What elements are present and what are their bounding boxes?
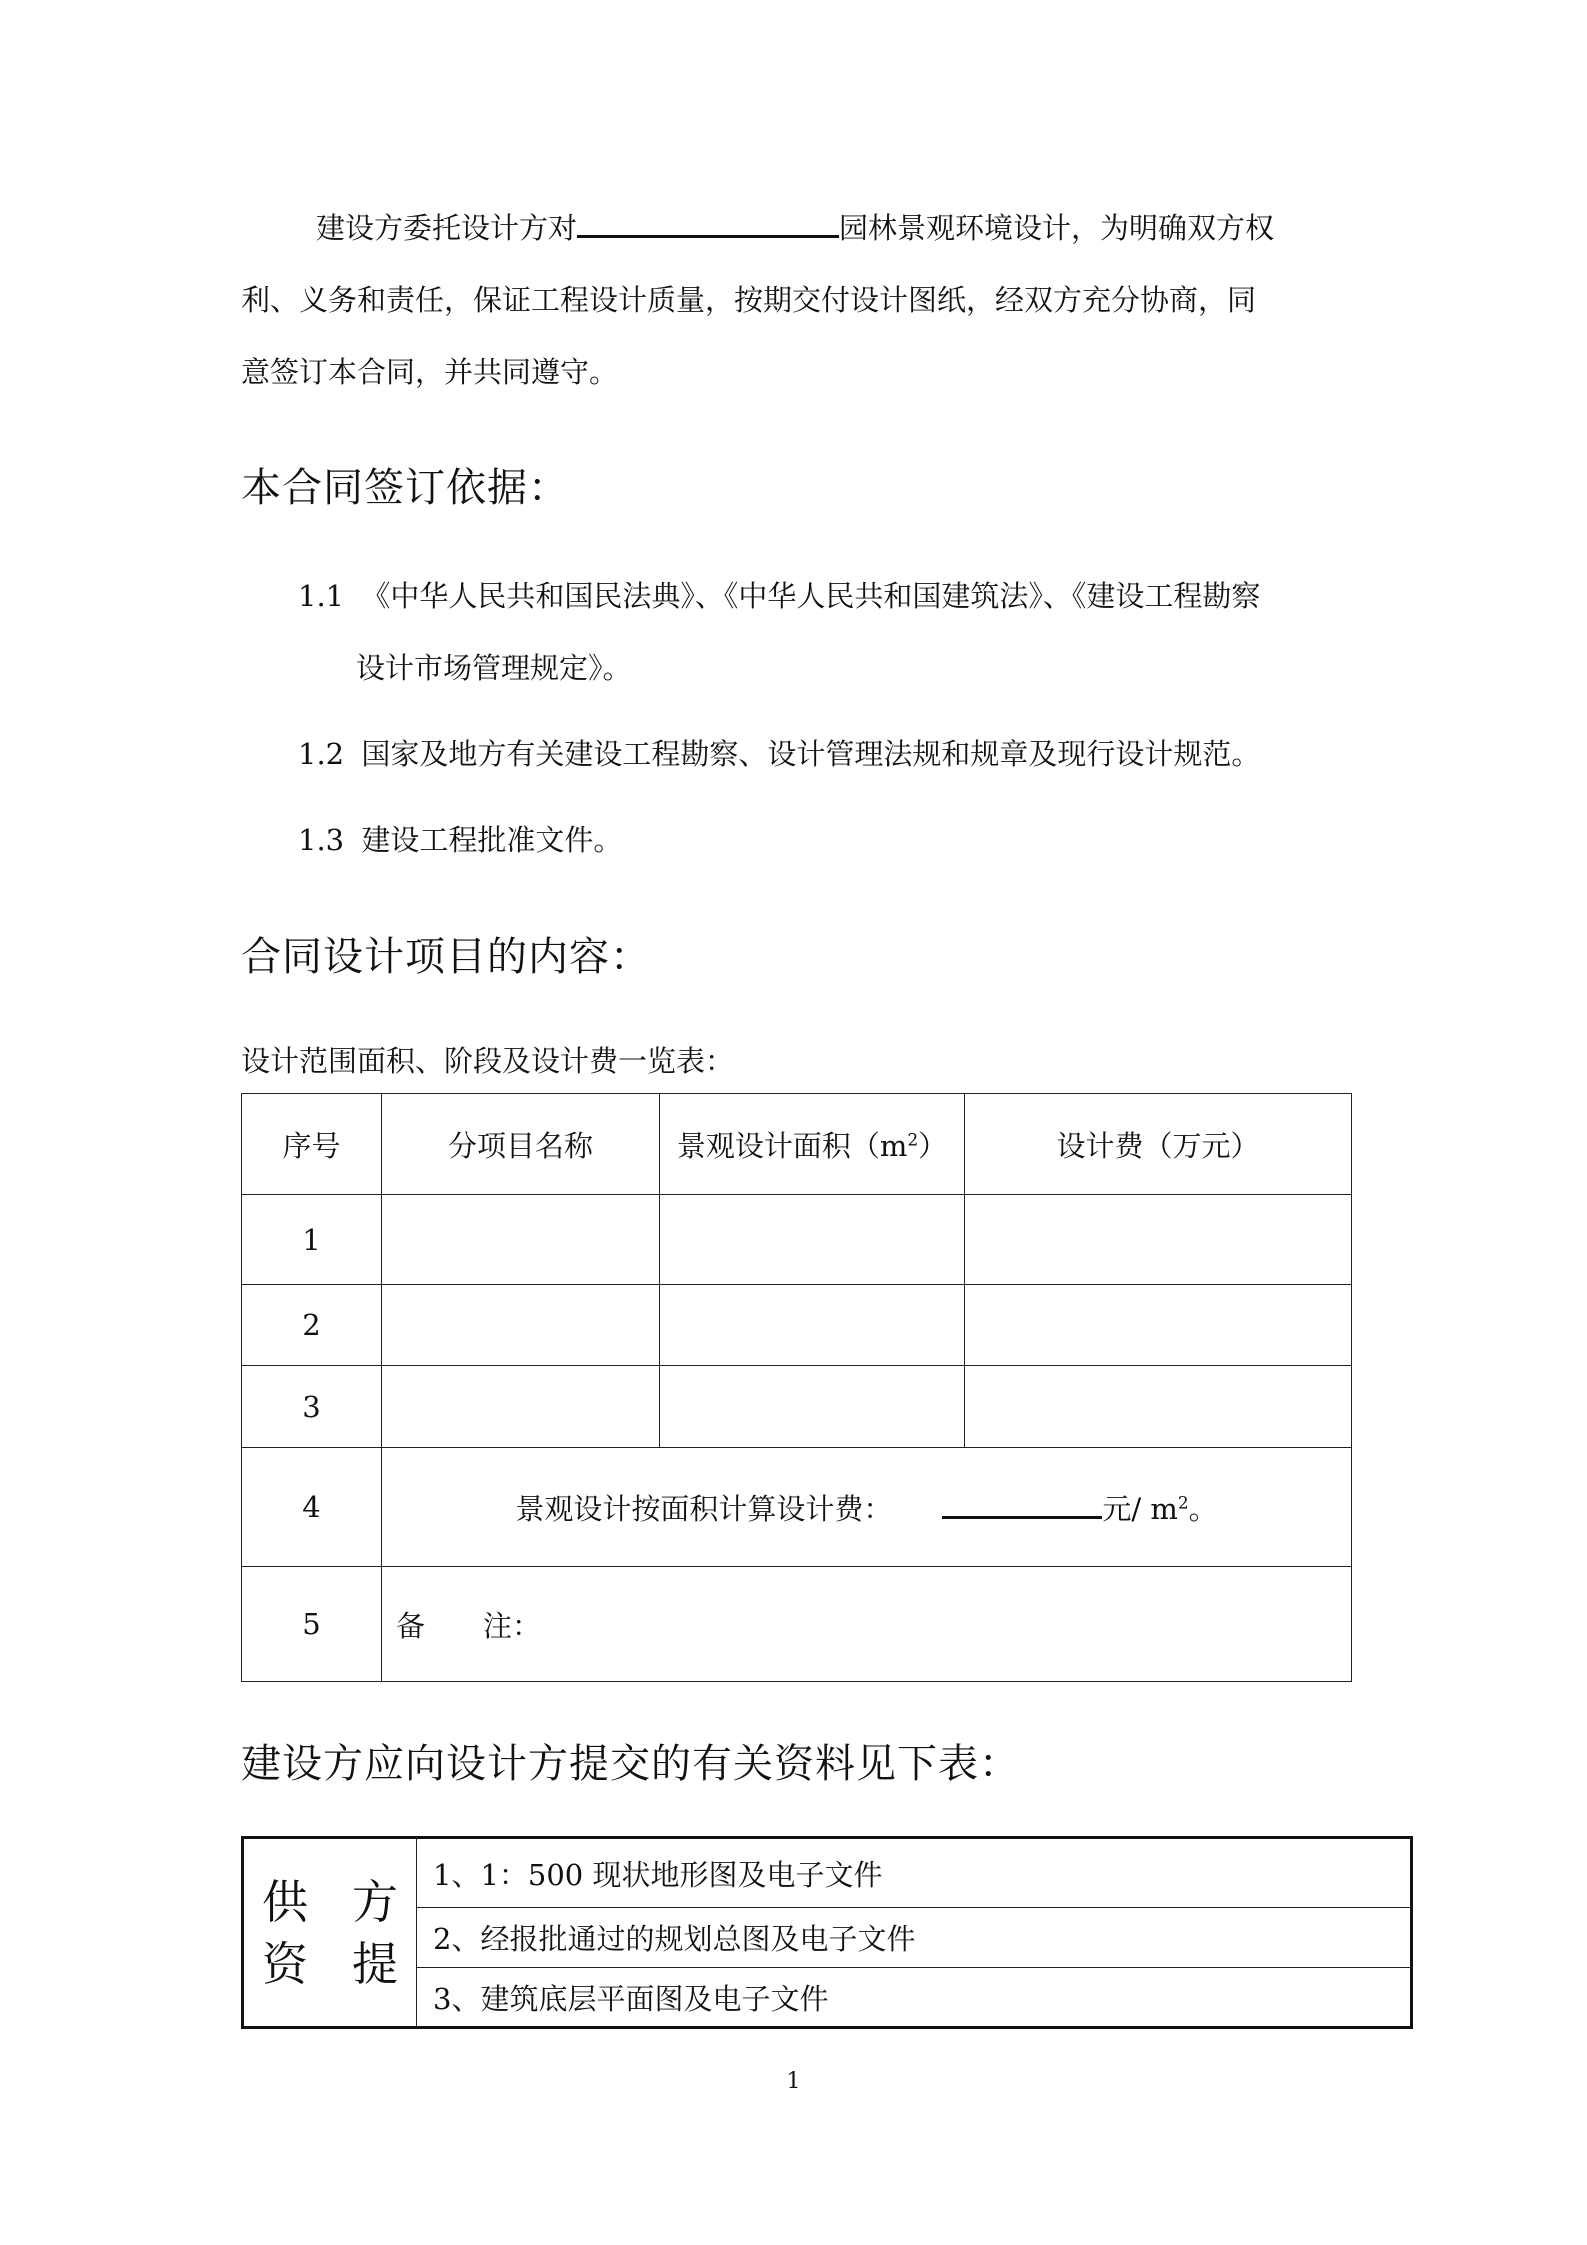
intro-line-3: 意签订本合同，并共同遵守。 xyxy=(241,355,619,389)
row-number: 4 xyxy=(242,1448,382,1567)
table-row xyxy=(242,1366,1352,1448)
design-fee-table xyxy=(241,1093,1352,1682)
provider-label-row xyxy=(244,1933,416,1995)
provider-label-cell xyxy=(243,1838,417,2028)
table-row xyxy=(243,1838,1412,1908)
section-heading-basis: 本合同签订依据： xyxy=(241,465,569,511)
header-cell: 设计费（万元） xyxy=(965,1094,1352,1195)
header-text: ） xyxy=(918,1128,948,1163)
table-header-row xyxy=(242,1094,1352,1195)
table-row xyxy=(243,1908,1412,1968)
header-cell: 序号 xyxy=(242,1094,382,1195)
table-row xyxy=(242,1285,1352,1366)
table-cell[interactable] xyxy=(965,1195,1352,1285)
table-cell[interactable] xyxy=(382,1195,660,1285)
table-cell[interactable] xyxy=(660,1285,965,1366)
table-cell[interactable] xyxy=(965,1366,1352,1448)
fee-unit-end: 。 xyxy=(1188,1492,1218,1526)
provider-char: 供 xyxy=(262,1874,308,1929)
intro-line-1 xyxy=(316,192,1274,264)
intro-line-2: 利、义务和责任，保证工程设计质量，按期交付设计图纸，经双方充分协商，同 xyxy=(241,283,1257,317)
section-heading-content: 合同设计项目的内容： xyxy=(241,934,651,980)
header-text: 景观设计面积（m xyxy=(676,1128,908,1163)
table-caption: 设计范围面积、阶段及设计费一览表： xyxy=(241,1044,735,1078)
remarks-label: 备 注： xyxy=(396,1608,542,1643)
intro-text-b: 园林景观环境设计，为明确双方权 xyxy=(839,211,1275,245)
row-number: 2 xyxy=(242,1285,382,1366)
section-heading-materials: 建设方应向设计方提交的有关资料见下表： xyxy=(241,1741,1020,1787)
fee-per-area-blank[interactable] xyxy=(942,1486,1102,1519)
table-row xyxy=(242,1567,1352,1682)
row-number: 1 xyxy=(242,1195,382,1285)
page-number: 1 xyxy=(786,2069,801,2094)
list-item xyxy=(298,804,622,876)
header-cell: 分项目名称 xyxy=(382,1094,660,1195)
table-cell[interactable] xyxy=(660,1366,965,1448)
header-cell xyxy=(660,1094,965,1195)
row-number: 3 xyxy=(242,1366,382,1448)
provider-char: 提 xyxy=(352,1936,398,1991)
intro-text-a: 建设方委托设计方对 xyxy=(316,211,578,245)
materials-table xyxy=(241,1836,1413,2029)
table-row xyxy=(243,1968,1412,2028)
provider-char: 方 xyxy=(352,1874,398,1929)
item-number: 1.3 xyxy=(298,823,345,857)
superscript: 2 xyxy=(1177,1493,1189,1514)
project-name-blank[interactable] xyxy=(577,205,839,238)
remarks-cell[interactable] xyxy=(382,1567,1352,1682)
table-cell[interactable] xyxy=(382,1366,660,1448)
provider-label-row xyxy=(244,1871,416,1933)
provider-char: 资 xyxy=(262,1936,308,1991)
list-item xyxy=(298,718,1260,790)
list-item-continuation: 设计市场管理规定》。 xyxy=(356,651,632,685)
item-text: 国家及地方有关建设工程勘察、设计管理法规和规章及现行设计规范。 xyxy=(361,737,1261,771)
item-number: 1.2 xyxy=(298,737,345,771)
item-text: 《中华人民共和国民法典》、《中华人民共和国建筑法》、《建设工程勘察 xyxy=(361,579,1261,613)
material-item: 2、经报批通过的规划总图及电子文件 xyxy=(417,1908,1412,1968)
fee-per-area-label: 景观设计按面积计算设计费： xyxy=(515,1492,893,1526)
table-cell[interactable] xyxy=(965,1285,1352,1366)
table-row xyxy=(242,1195,1352,1285)
table-cell[interactable] xyxy=(660,1195,965,1285)
fee-unit: 元/ m xyxy=(1102,1492,1178,1526)
table-row xyxy=(242,1448,1352,1567)
table-cell[interactable] xyxy=(382,1285,660,1366)
list-item xyxy=(298,560,1260,632)
material-item: 3、建筑底层平面图及电子文件 xyxy=(417,1968,1412,2028)
superscript: 2 xyxy=(907,1129,919,1150)
fee-per-area-cell xyxy=(382,1448,1352,1567)
material-item: 1、1：500 现状地形图及电子文件 xyxy=(417,1838,1412,1908)
row-number: 5 xyxy=(242,1567,382,1682)
item-number: 1.1 xyxy=(298,579,345,613)
item-text: 建设工程批准文件。 xyxy=(361,823,623,857)
